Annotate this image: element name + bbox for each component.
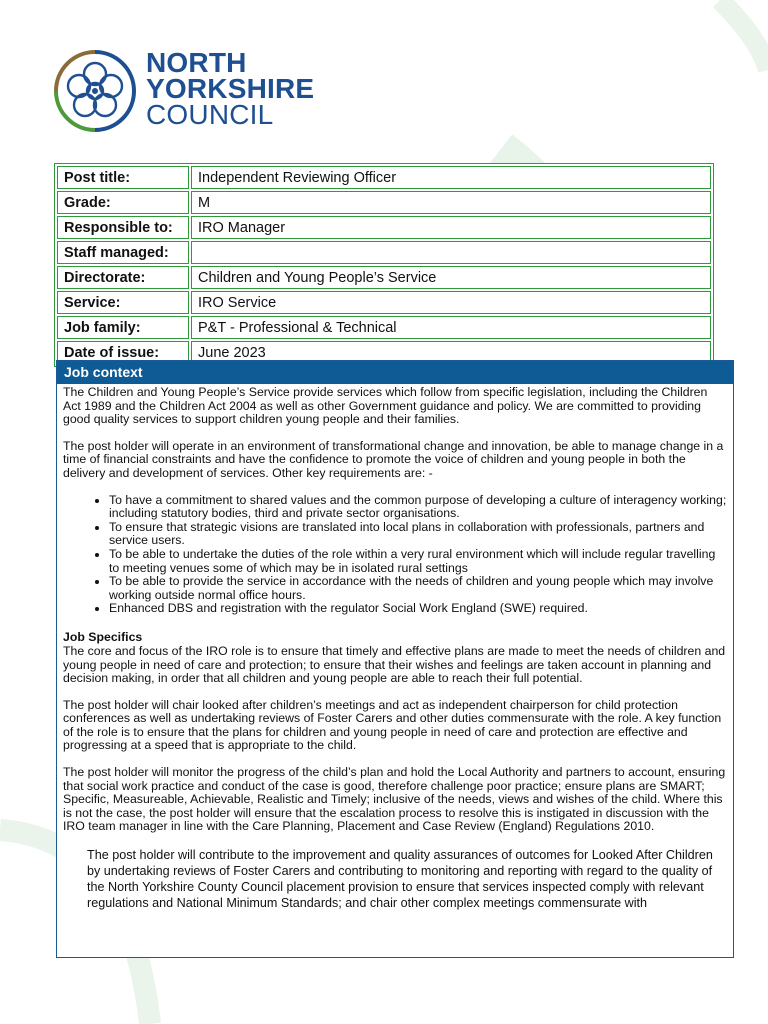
context-paragraph: The post holder will operate in an environment of transformational change and innovation, be able to manage change in a time of financial constraints and have the confidence to promote the voice of children and young people in both the delivery and development of services. Other key requirements are: -	[63, 438, 724, 480]
table-row	[57, 291, 711, 314]
specifics-paragraph: The post holder will monitor the progress of the child’s plan and hold the Local Authority and partners to account, ensuring that social work practice and conduct of the case is good, therefore challenge poor practice; ensure plans are SMART; Specific, Measureable, Achievable, Realistic and Timely; inclusive of the needs, views and wishes of the child. Where this is not the case, the post holder will ensure that the escalation process to resolve this is instigated in discussion with the IRO team manager in line with the Care Planning, Placement and Case Review (England) Regulations 2010.	[63, 765, 726, 834]
logo-line-council: COUNCIL	[146, 99, 274, 130]
directorate-value: Children and Young People’s Service	[191, 266, 711, 289]
staff-managed-label: Staff managed:	[57, 241, 189, 264]
list-item: • Enhanced DBS and registration with the regulator Social Work England (SWE) required.	[109, 602, 727, 616]
directorate-label: Directorate:	[57, 266, 189, 289]
service-value: IRO Service	[191, 291, 711, 314]
responsible-to-label: Responsible to:	[57, 216, 189, 239]
specifics-paragraph: The post holder will contribute to the improvement and quality assurances of outcomes for Looked After Children by undertaking reviews of Foster Carers and contributing to monitoring and reporting with regard to the quality of the North Yorkshire County Council placement provision to ensure that services inspected comply with relevant regulations and National Minimum Standards; and chair other complex meetings commensurate with	[87, 848, 713, 911]
logo-line-north: NORTH	[146, 47, 247, 78]
post-title-value: Independent Reviewing Officer	[191, 166, 711, 189]
list-item: • To be able to provide the service in accordance with the needs of children and young people which may involve working outside normal office hours.	[109, 575, 727, 602]
yorkshire-rose-icon	[50, 46, 140, 136]
table-row	[57, 316, 711, 339]
table-row	[57, 266, 711, 289]
job-context-heading: Job context	[57, 361, 733, 384]
table-row	[57, 216, 711, 239]
date-of-issue-label: Date of issue:	[57, 341, 189, 364]
grade-value: M	[191, 191, 711, 214]
context-paragraph: The Children and Young People’s Service provide services which follow from specific legislation, including the Children Act 1989 and the Children Act 2004 as well as other Government guidance and policy. We are committed to providing good quality services to support children young people and their families.	[63, 385, 708, 427]
post-details-table	[54, 163, 714, 367]
list-item: • To have a commitment to shared values and the common purpose of developing a culture of interagency working; including statutory bodies, third and private sector organisations.	[109, 494, 727, 521]
job-context-panel	[56, 360, 734, 958]
job-family-label: Job family:	[57, 316, 189, 339]
table-row	[57, 241, 711, 264]
specifics-paragraph: The core and focus of the IRO role is to ensure that timely and effective plans are made to meet the needs of children and young people in need of care and protection; to ensure that their wishes and feelings are taken account in planning and decision making, in order that all children and young people are able to reach their full potential.	[63, 643, 726, 686]
job-context-body	[57, 384, 733, 911]
post-title-label: Post title:	[57, 166, 189, 189]
list-item: • To ensure that strategic visions are translated into local plans in collaboration with professionals, partners and service users.	[109, 521, 727, 548]
job-family-value: P&T - Professional & Technical	[191, 316, 711, 339]
job-specifics-heading: Job Specifics	[63, 629, 143, 644]
specifics-paragraph: The post holder will chair looked after children’s meetings and act as independent chairperson for child protection conferences as well as undertaking reviews of Foster Carers and other duties commensurate with the role. A key function of the role is to ensure that the plans for children and young people in need of care and protection are effective and progressing at a speed that is appropriate to the child.	[63, 697, 722, 753]
council-logo	[50, 46, 330, 136]
date-of-issue-value: June 2023	[191, 341, 711, 364]
service-label: Service:	[57, 291, 189, 314]
logo-line-yorkshire: YORKSHIRE	[146, 73, 315, 104]
list-item: • To be able to undertake the duties of the role within a very rural environment which will include regular travelling to meeting venues some of which may be in isolated rural settings	[109, 548, 727, 575]
table-row	[57, 166, 711, 189]
responsible-to-value: IRO Manager	[191, 216, 711, 239]
table-row	[57, 191, 711, 214]
grade-label: Grade:	[57, 191, 189, 214]
requirements-list	[63, 494, 727, 616]
staff-managed-value	[191, 241, 711, 264]
